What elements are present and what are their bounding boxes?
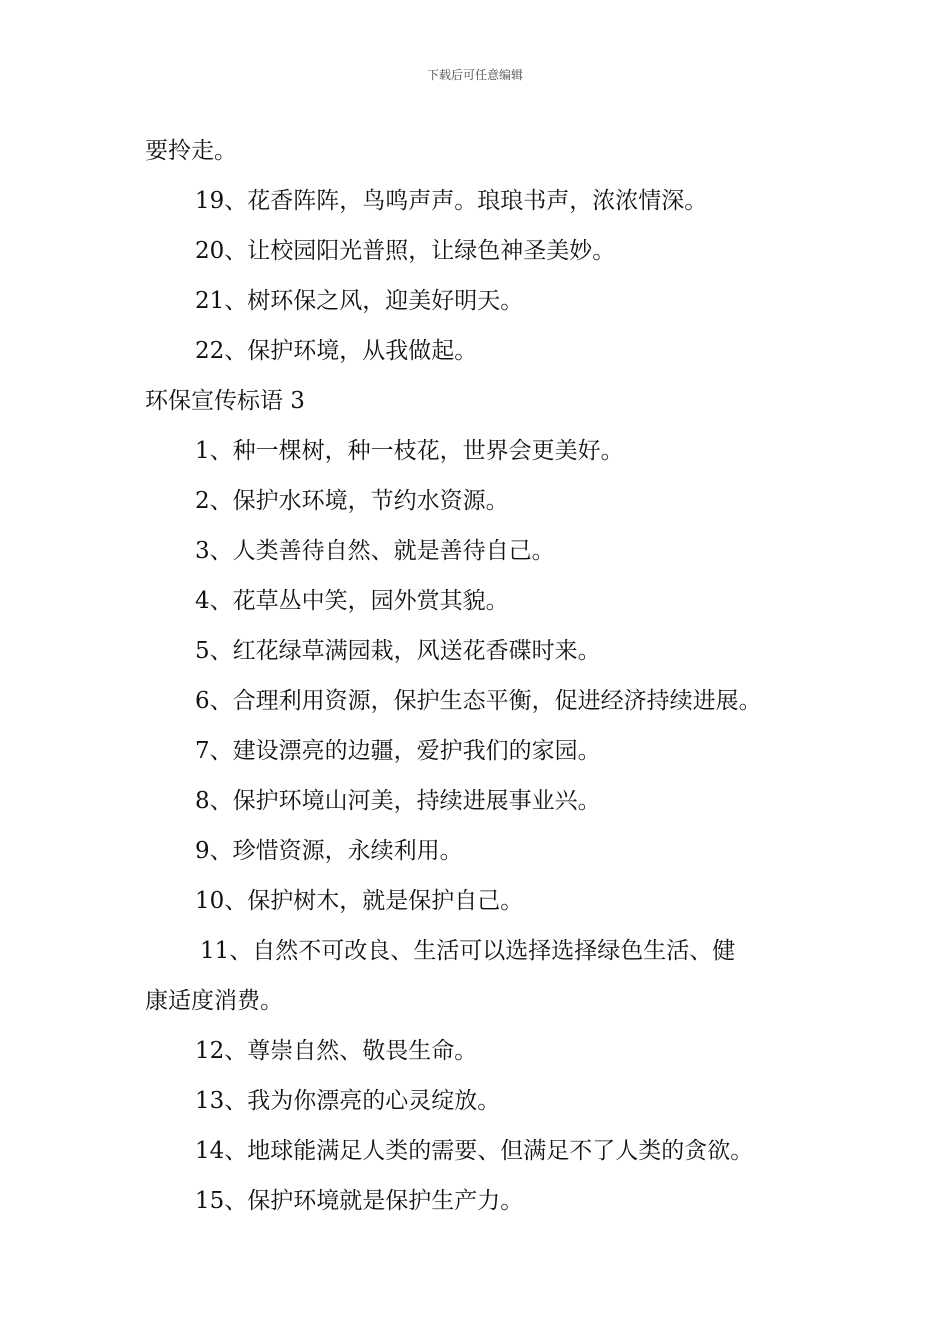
slogan-item: 14、地球能满足人类的需要、但满足不了人类的贪欲。: [195, 1138, 754, 1164]
slogan-item: 21、树环保之风，迎美好明天。: [195, 288, 524, 314]
slogan-item: 8、保护环境山河美，持续进展事业兴。: [195, 788, 601, 814]
slogan-item: 19、花香阵阵，鸟鸣声声。琅琅书声，浓浓情深。: [195, 188, 708, 214]
slogan-item: 22、保护环境，从我做起。: [195, 338, 478, 364]
slogan-item: 3、人类善待自然、就是善待自己。: [195, 538, 555, 564]
slogan-item: 6、合理利用资源，保护生态平衡，促进经济持续进展。: [195, 688, 762, 714]
page-header: 下载后可任意编辑: [426, 68, 523, 82]
slogan-item: 9、珍惜资源，永续利用。: [195, 838, 463, 864]
slogan-item: 5、红花绿草满园栽，风送花香碟时来。: [195, 638, 601, 664]
slogan-item: 12、尊崇自然、敬畏生命。: [195, 1038, 478, 1064]
section-heading: 环保宣传标语 3: [145, 388, 305, 414]
slogan-item: 2、保护水环境，节约水资源。: [195, 488, 509, 514]
slogan-item: 13、我为你漂亮的心灵绽放。: [195, 1088, 501, 1114]
slogan-item: 10、保护树木，就是保护自己。: [195, 888, 524, 914]
slogan-item: 1、种一棵树，种一枝花，世界会更美好。: [195, 438, 624, 464]
text-line: 康适度消费。: [145, 988, 283, 1014]
slogan-item: 11、自然不可改良、生活可以选择选择绿色生活、健: [200, 938, 736, 964]
document-body: [145, 126, 825, 1226]
slogan-item: 20、让校园阳光普照，让绿色神圣美妙。: [195, 238, 616, 264]
slogan-item: 7、建设漂亮的边疆，爱护我们的家园。: [195, 738, 601, 764]
slogan-item: 4、花草丛中笑，园外赏其貌。: [195, 588, 509, 614]
text-line: 要拎走。: [145, 138, 237, 164]
slogan-item: 15、保护环境就是保护生产力。: [195, 1188, 524, 1214]
